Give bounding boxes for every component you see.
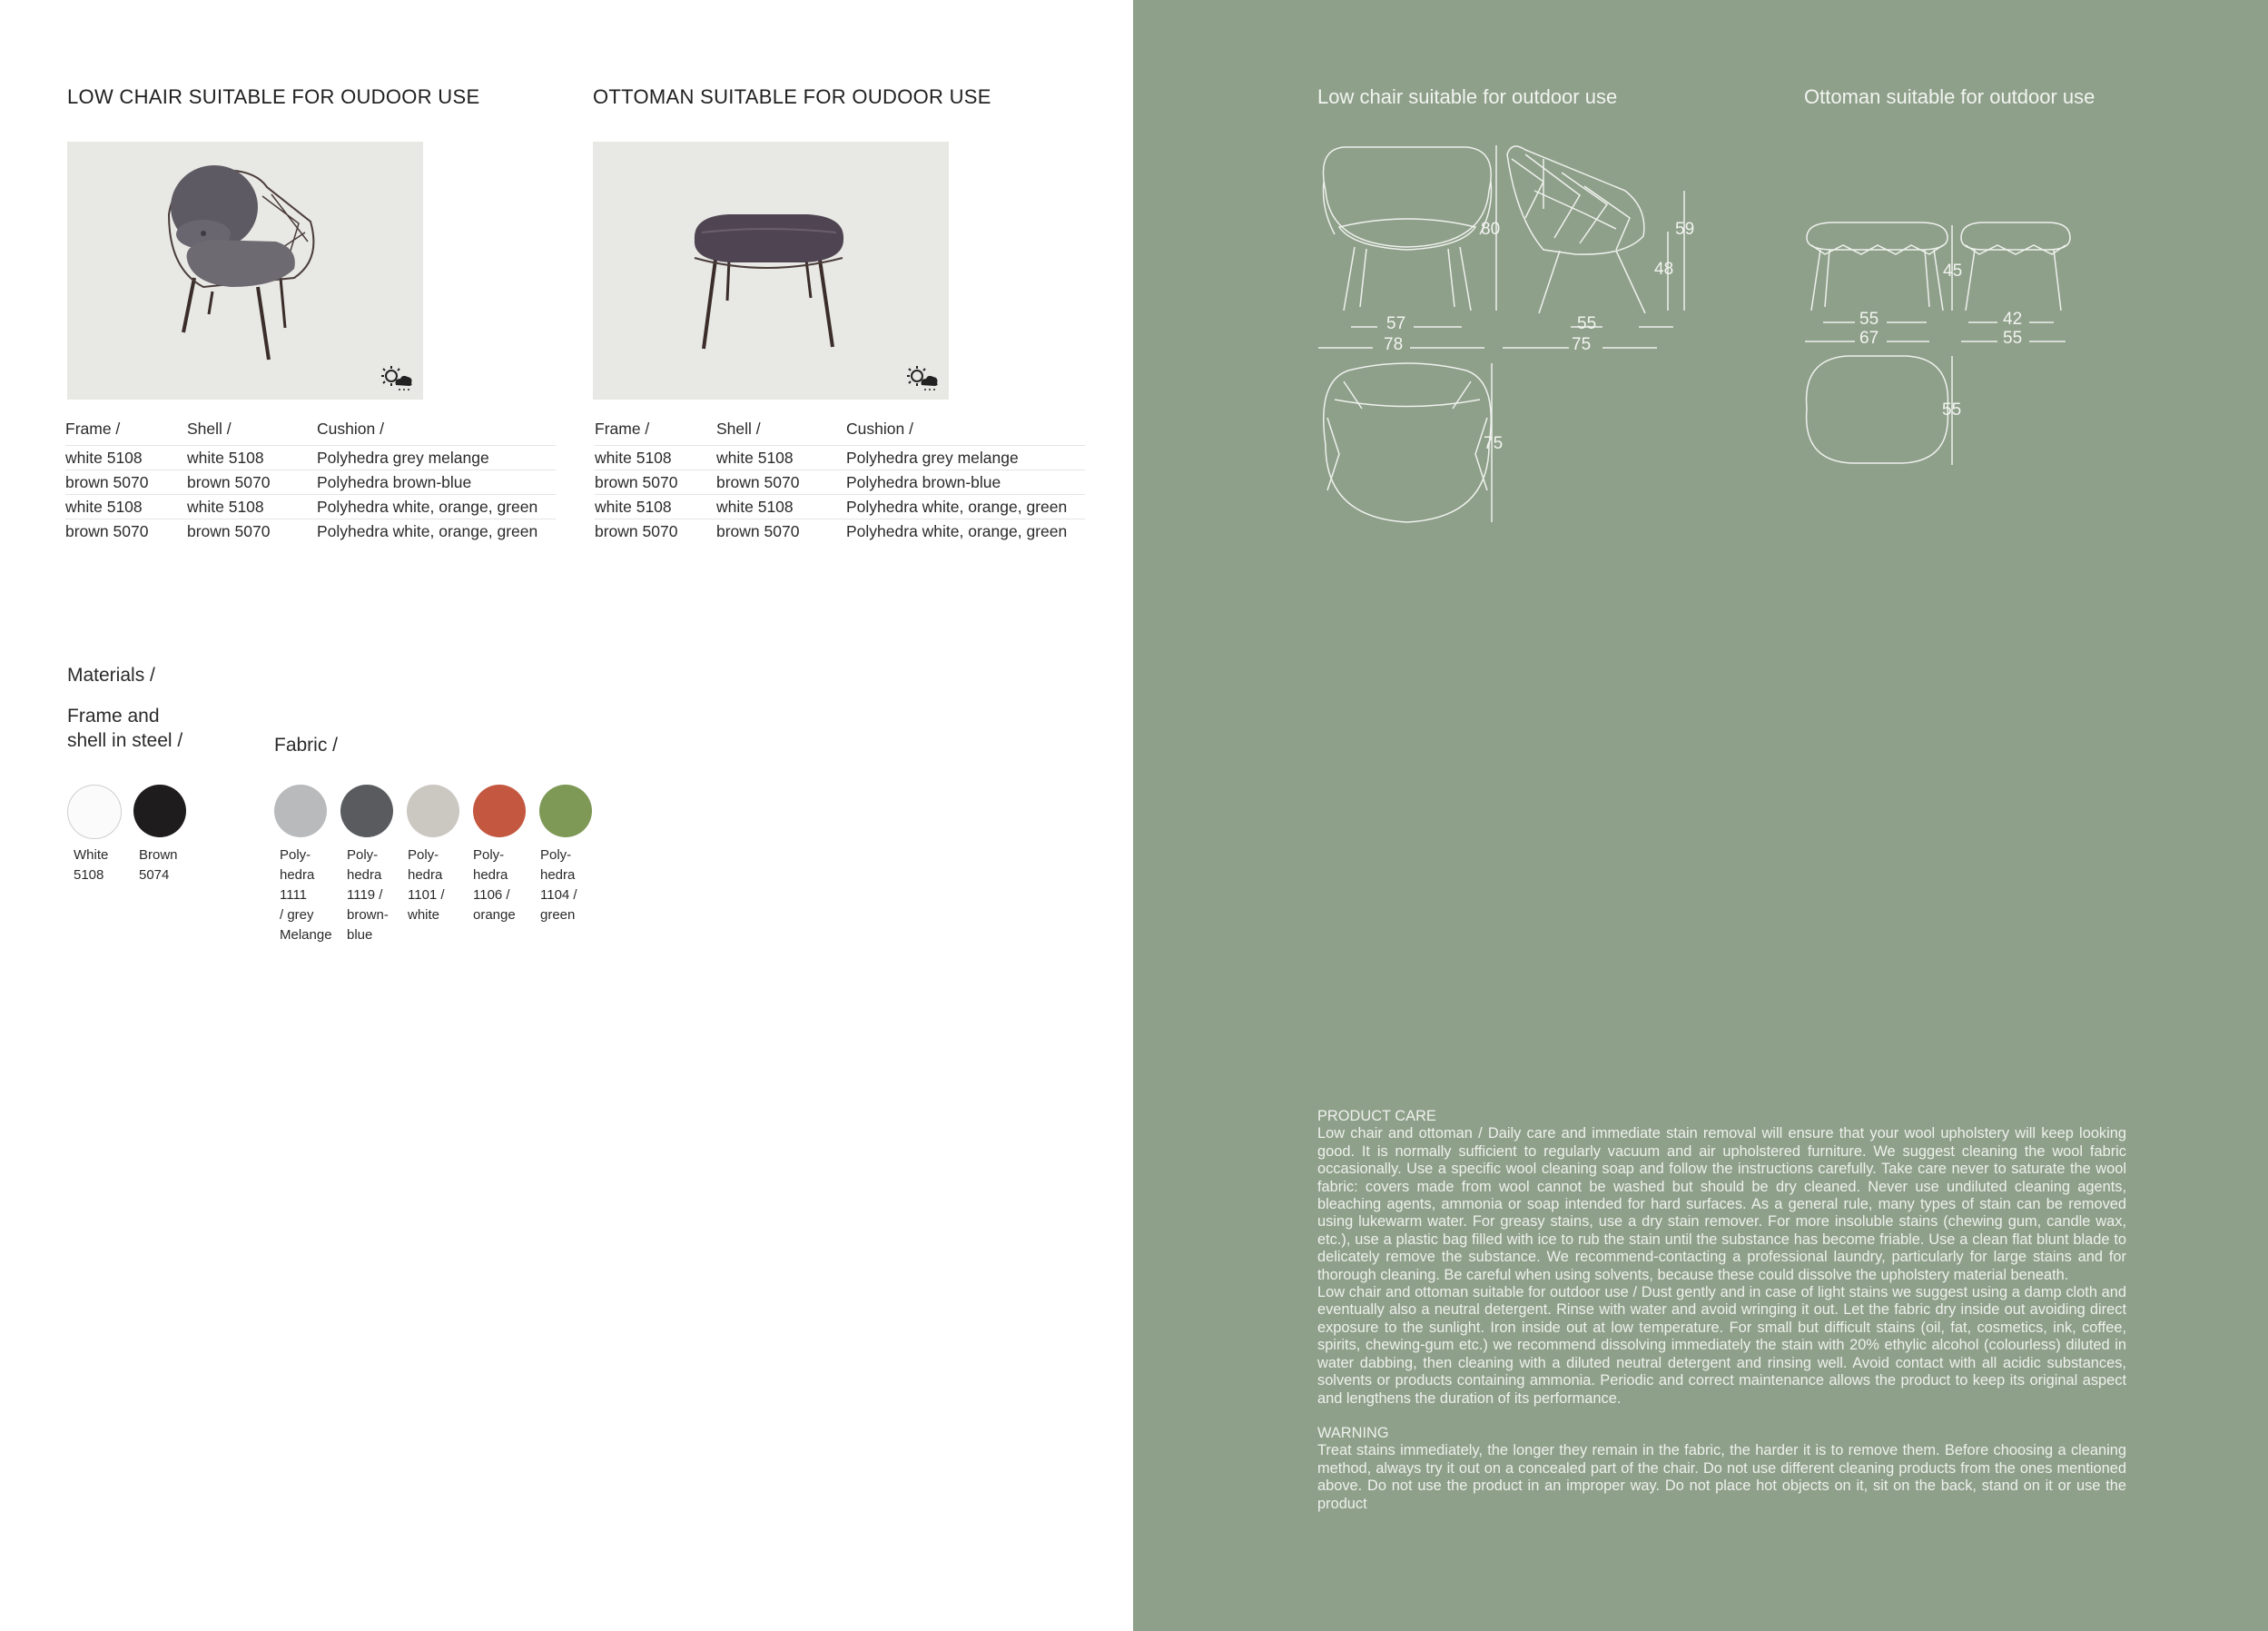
swatch-brown-5074 bbox=[133, 785, 186, 837]
frame-header: Frame / bbox=[65, 420, 121, 438]
frame-cell: white 5108 bbox=[595, 495, 716, 519]
ottoman-side-drawing bbox=[1961, 222, 2070, 311]
frame-cell: brown 5070 bbox=[65, 470, 187, 495]
warning-title: WARNING bbox=[1317, 1424, 1389, 1441]
ottoman-top-drawing bbox=[1807, 356, 1952, 465]
swatch-label-white bbox=[74, 845, 108, 885]
shell-cell: brown 5070 bbox=[187, 470, 317, 495]
table-header bbox=[595, 420, 1085, 446]
swatch-label-1104 bbox=[540, 845, 577, 925]
frame-cell: white 5108 bbox=[595, 446, 716, 470]
swatch-label-line: hedra bbox=[408, 867, 443, 883]
swatch-white-5108 bbox=[67, 785, 122, 839]
swatch-label-line: Poly- bbox=[408, 847, 439, 863]
chair-top-drawing bbox=[1324, 363, 1492, 522]
swatch-label-line: white bbox=[408, 907, 440, 923]
table-row bbox=[65, 470, 556, 495]
swatch-polyhedra-1119 bbox=[340, 785, 393, 837]
ottoman-top-width: 55 bbox=[1859, 310, 1879, 329]
swatch-label-line: Brown bbox=[139, 847, 178, 863]
table-row bbox=[595, 519, 1085, 544]
ottoman-spec-table bbox=[595, 420, 1085, 543]
frame-cell: brown 5070 bbox=[595, 519, 716, 544]
cushion-cell: Polyhedra brown-blue bbox=[317, 470, 556, 495]
low-chair-title: LOW CHAIR SUITABLE FOR OUDOOR USE bbox=[67, 85, 480, 108]
ottoman-depth: 55 bbox=[2003, 329, 2023, 348]
swatch-polyhedra-1101 bbox=[407, 785, 459, 837]
frame-header: Frame / bbox=[595, 420, 650, 438]
table-row bbox=[65, 519, 556, 544]
cushion-cell: Polyhedra grey melange bbox=[846, 446, 1085, 470]
shell-header: Shell / bbox=[716, 420, 761, 438]
technical-drawings bbox=[1133, 0, 2268, 545]
swatch-label-line: hedra bbox=[540, 867, 576, 883]
cushion-header: Cushion / bbox=[846, 420, 913, 438]
frame-shell-heading bbox=[67, 704, 182, 753]
table-row bbox=[595, 470, 1085, 495]
outdoor-weather-icon bbox=[905, 365, 940, 392]
swatch-label-line: / grey bbox=[280, 907, 314, 923]
table-row bbox=[65, 446, 556, 470]
swatch-polyhedra-1111 bbox=[274, 785, 327, 837]
swatch-label-line: 1111 bbox=[280, 887, 308, 903]
swatch-label-line: Melange bbox=[280, 927, 332, 943]
swatch-label-1106 bbox=[473, 845, 516, 925]
shell-cell: brown 5070 bbox=[716, 519, 846, 544]
swatch-label-line: Poly- bbox=[347, 847, 379, 863]
fabric-heading: Fabric / bbox=[274, 735, 339, 756]
chair-seat-depth: 55 bbox=[1577, 314, 1597, 333]
cushion-cell: Polyhedra white, orange, green bbox=[846, 519, 1085, 544]
chair-width: 78 bbox=[1384, 335, 1404, 354]
materials-heading: Materials / bbox=[67, 665, 155, 686]
shell-cell: white 5108 bbox=[187, 495, 317, 519]
swatch-label-line: hedra bbox=[280, 867, 315, 883]
swatch-label-line: 1119 / bbox=[347, 887, 383, 903]
ottoman-photo bbox=[593, 142, 949, 400]
shell-cell: white 5108 bbox=[716, 495, 846, 519]
swatch-label-line: Poly- bbox=[280, 847, 311, 863]
ottoman-top-depth: 42 bbox=[2003, 310, 2023, 329]
swatch-label-line: 1104 / bbox=[540, 887, 577, 903]
shell-cell: brown 5070 bbox=[187, 519, 317, 544]
frame-cell: brown 5070 bbox=[65, 519, 187, 544]
shell-cell: white 5108 bbox=[716, 446, 846, 470]
swatch-label-line: 5108 bbox=[74, 867, 104, 883]
swatch-label-line: White bbox=[74, 847, 109, 863]
swatch-label-line: green bbox=[540, 907, 576, 923]
ottoman-plan-depth: 55 bbox=[1942, 400, 1962, 420]
swatch-label-1111 bbox=[280, 845, 332, 945]
frame-cell: white 5108 bbox=[65, 446, 187, 470]
table-row bbox=[65, 495, 556, 519]
product-care-paragraph-1: Low chair and ottoman / Daily care and immediate stain removal will ensure that your wool upholstery will keep looking good. It is normally sufficient to regularly vacuum and air upholstered furniture. We suggest cleaning the wool fabric occasionally. Use a specific wool cleaning soap and follow the instructions carefully. Take care never to saturate the wool fabric: covers made from wool cannot be washed but should be dry cleaned. Never use undiluted cleaning agents, bleaching agents, ammonia or soap intended for hard surfaces. As a general rule, many types of stain can be removed using lukewarm water. For greasy stains, use a dry stain remover. For more insoluble stains (chewing gum, candle wax, etc.), use a plastic bag filled with ice to rub the stain until the substance has become friable. Use a clean flat blunt blade to delicately remove the substance. We recommend-contacting a professional laundry, particularly for large stains and for thorough cleaning. Be careful when using solvents, because these could dissolve the upholstery material beneath. bbox=[1317, 1125, 2126, 1283]
swatch-label-line: 1101 / bbox=[408, 887, 445, 903]
table-row bbox=[595, 446, 1085, 470]
low-chair-spec-table bbox=[65, 420, 556, 543]
table-header bbox=[65, 420, 556, 446]
product-care-text bbox=[1317, 1108, 2126, 1513]
chair-depth: 75 bbox=[1572, 335, 1592, 354]
chair-seat-height: 48 bbox=[1654, 260, 1674, 279]
cushion-cell: Polyhedra white, orange, green bbox=[317, 495, 556, 519]
shell-cell: white 5108 bbox=[187, 446, 317, 470]
swatch-label-line: blue bbox=[347, 927, 373, 943]
swatch-label-line: brown- bbox=[347, 907, 389, 923]
swatch-label-line: 1106 / bbox=[473, 887, 510, 903]
chair-side-height: 59 bbox=[1675, 220, 1695, 239]
swatch-polyhedra-1104 bbox=[539, 785, 592, 837]
low-chair-image bbox=[67, 142, 423, 400]
ottoman-width: 67 bbox=[1859, 329, 1879, 348]
swatch-label-line: orange bbox=[473, 907, 516, 923]
dimension-lines bbox=[1318, 322, 2066, 348]
shell-cell: brown 5070 bbox=[716, 470, 846, 495]
shell-header: Shell / bbox=[187, 420, 232, 438]
chair-front-drawing bbox=[1324, 145, 1497, 311]
warning-paragraph: Treat stains immediately, the longer they remain in the fabric, the harder it is to remove them. Before choosing a cleaning method, always try it out on a concealed part of the chair. Do not use different cleaning products from the ones mentioned above. Do not use the product in an improper way. Do not place hot objects on it, sit on the back, stand on it or use the product bbox=[1317, 1442, 2126, 1512]
ottoman-image bbox=[593, 142, 949, 400]
swatch-label-line: hedra bbox=[347, 867, 382, 883]
cushion-cell: Polyhedra white, orange, green bbox=[317, 519, 556, 544]
swatch-label-line: 5074 bbox=[139, 867, 170, 883]
cushion-cell: Polyhedra grey melange bbox=[317, 446, 556, 470]
swatch-label-line: hedra bbox=[473, 867, 508, 883]
frame-cell: brown 5070 bbox=[595, 470, 716, 495]
chair-top-depth: 75 bbox=[1484, 434, 1504, 453]
chair-seat-width: 57 bbox=[1386, 314, 1406, 333]
swatch-label-line: Poly- bbox=[473, 847, 505, 863]
table-row bbox=[595, 495, 1085, 519]
frame-cell: white 5108 bbox=[65, 495, 187, 519]
outdoor-weather-icon bbox=[380, 365, 414, 392]
product-care-paragraph-2: Low chair and ottoman suitable for outdoor use / Dust gently and in case of light stains we suggest using a damp cloth and eventually also a neutral detergent. Rinse with water and avoid wringing it out. Let the fabric dry inside out avoiding direct exposure to the sunlight. Iron inside out at low temperature. For small but difficult stains (oil, fat, cosmetics, ink, coffee, spirits, chewing-gum etc.) we recommend dissolving immediately the stain with 20% ethylic alcohol (colourless) diluted in water dabbing, then cleaning with a diluted neutral detergent and rinsing well. Avoid contact with all acidic substances, solvents or products containing ammonia. Periodic and correct maintenance allows the product to keep its original aspect and lengthens the duration of its performance. bbox=[1317, 1284, 2126, 1407]
ottoman-front-drawing bbox=[1807, 222, 1952, 311]
low-chair-photo bbox=[67, 142, 423, 400]
frame-shell-heading-line1: Frame and bbox=[67, 706, 160, 727]
cushion-cell: Polyhedra white, orange, green bbox=[846, 495, 1085, 519]
swatch-label-brown bbox=[139, 845, 178, 885]
cushion-cell: Polyhedra brown-blue bbox=[846, 470, 1085, 495]
swatch-label-1101 bbox=[408, 845, 445, 925]
product-care-title: PRODUCT CARE bbox=[1317, 1108, 1436, 1124]
chair-drawing-title: Low chair suitable for outdoor use bbox=[1317, 85, 1618, 108]
swatch-label-1119 bbox=[347, 845, 389, 945]
ottoman-drawing-title: Ottoman suitable for outdoor use bbox=[1804, 85, 2095, 108]
cushion-header: Cushion / bbox=[317, 420, 384, 438]
chair-front-height: 80 bbox=[1481, 220, 1501, 239]
ottoman-height: 45 bbox=[1943, 262, 1963, 281]
ottoman-title: OTTOMAN SUITABLE FOR OUDOOR USE bbox=[593, 85, 991, 108]
frame-shell-heading-line2: shell in steel / bbox=[67, 730, 183, 751]
swatch-polyhedra-1106 bbox=[473, 785, 526, 837]
swatch-label-line: Poly- bbox=[540, 847, 572, 863]
chair-side-drawing bbox=[1507, 146, 1684, 313]
